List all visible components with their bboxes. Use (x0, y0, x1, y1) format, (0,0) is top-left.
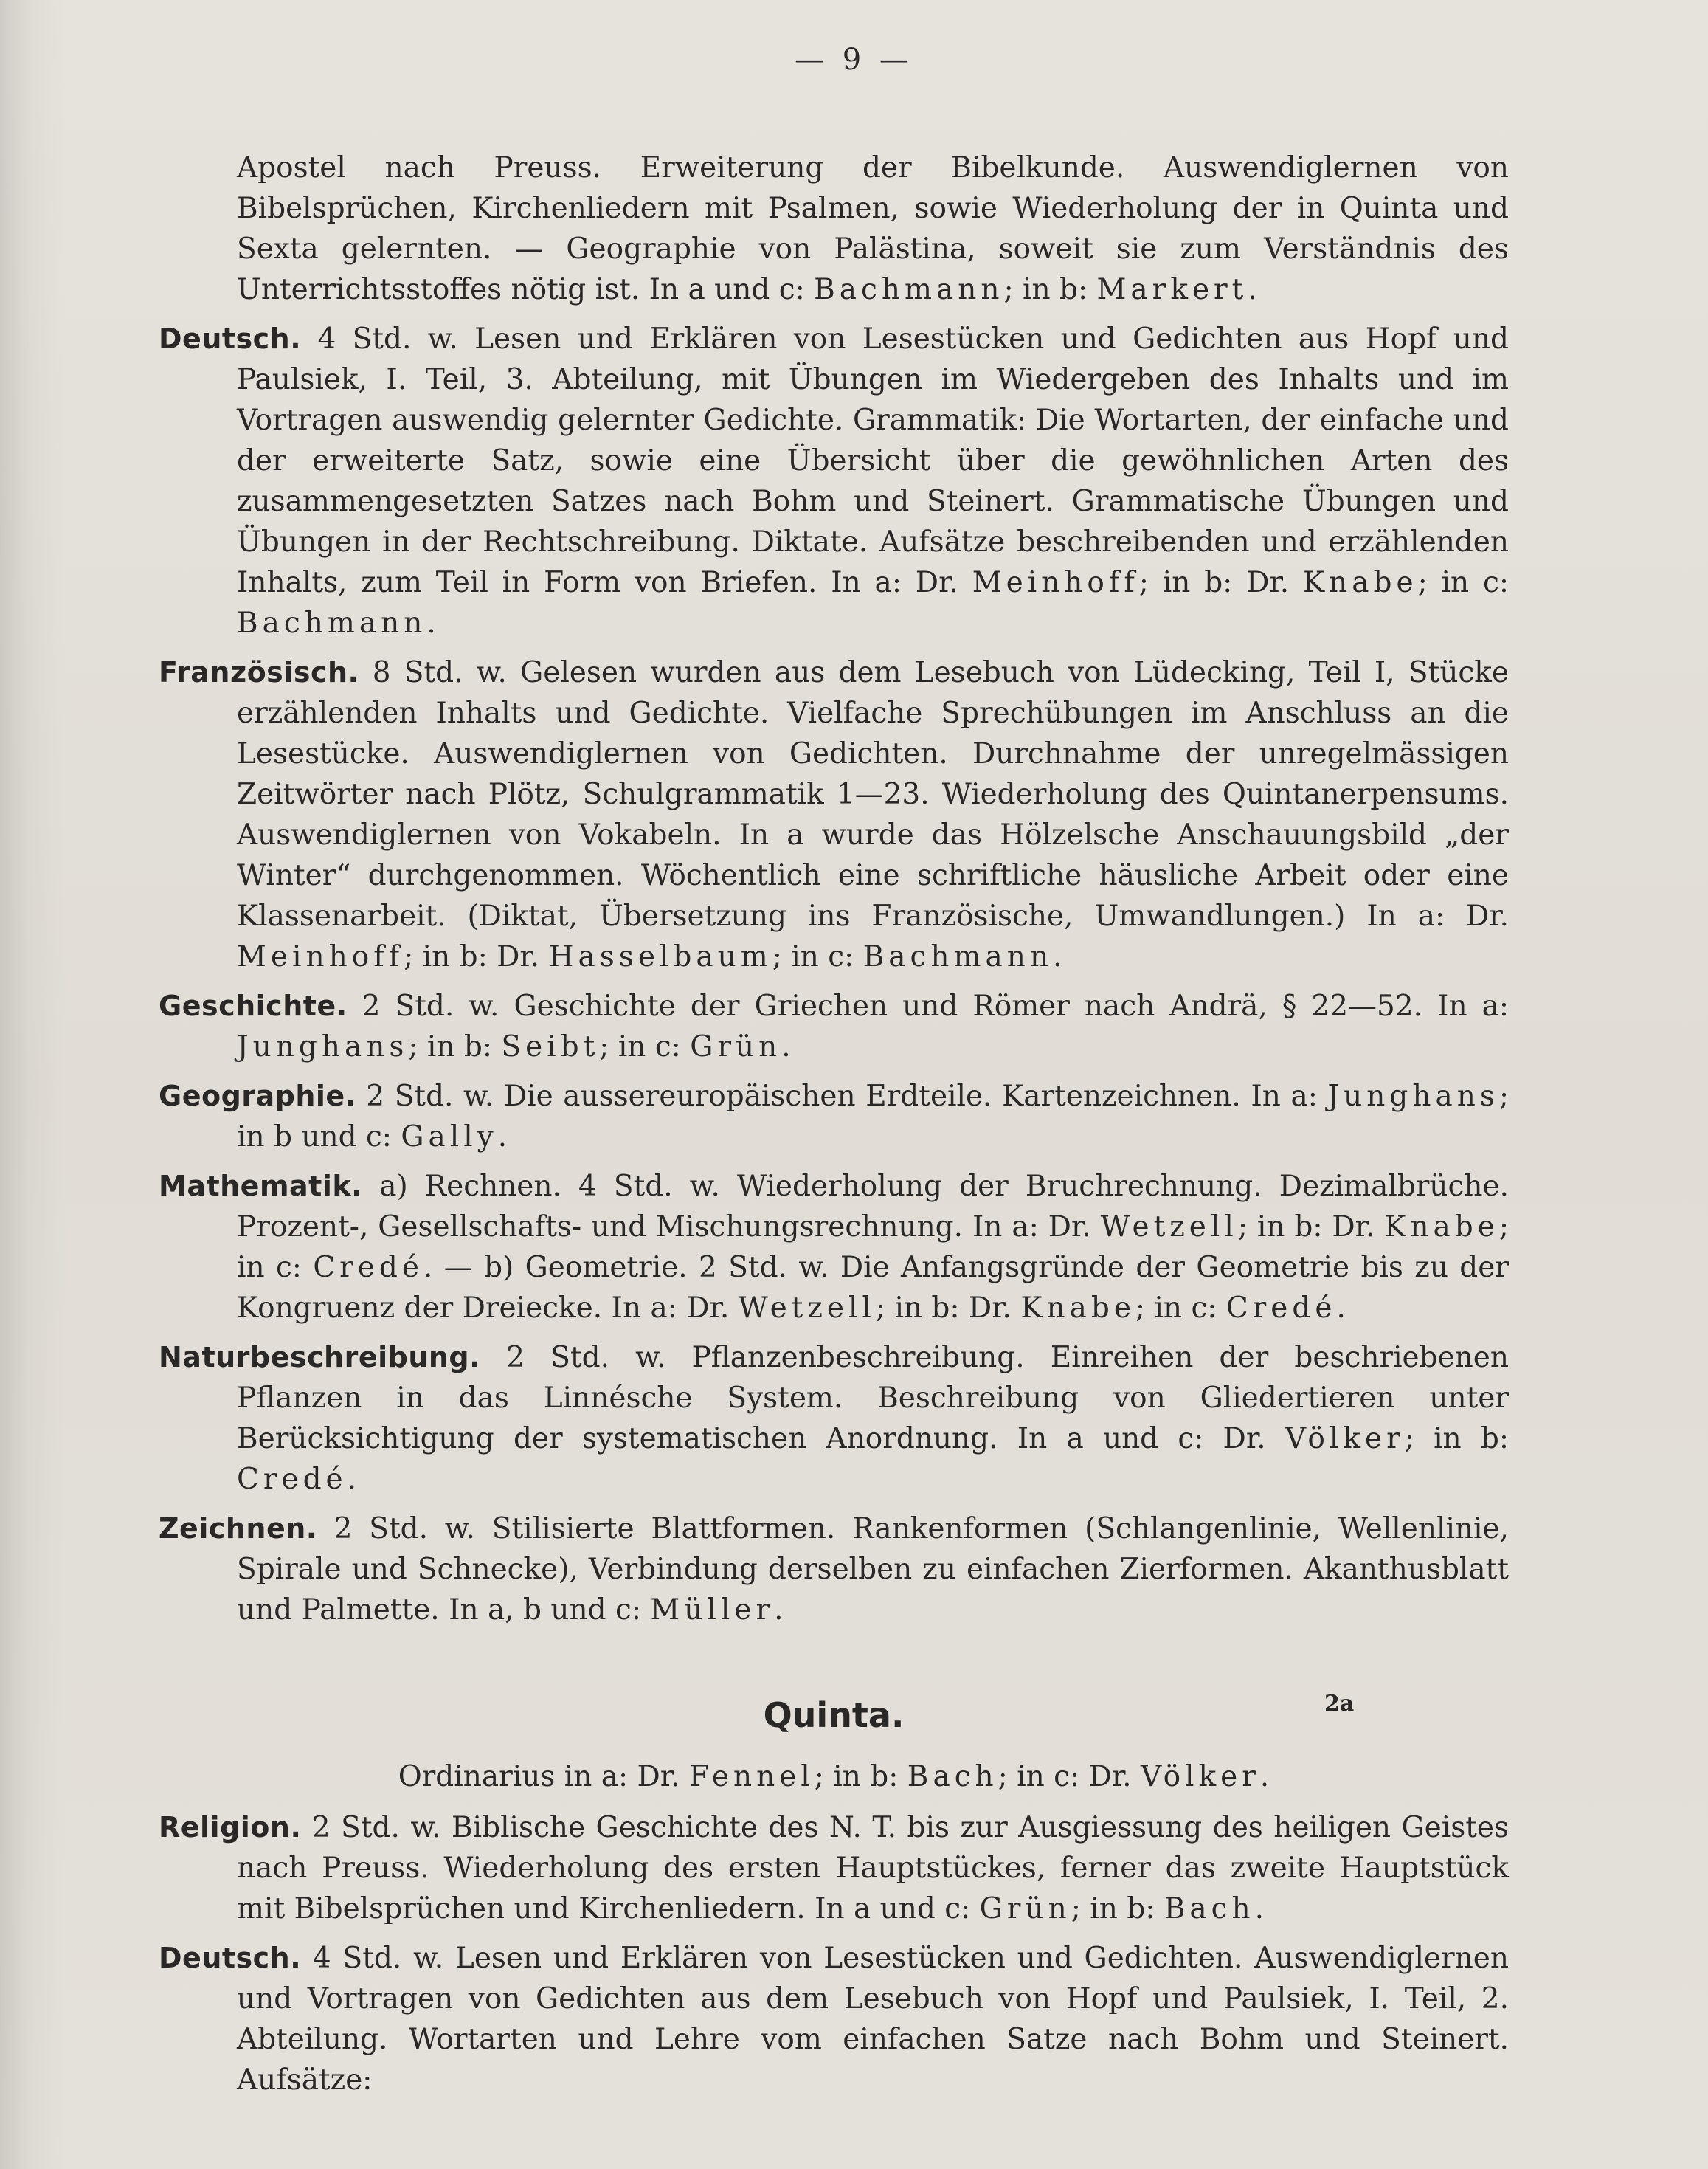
paragraph-quinta-religion (159, 1807, 1509, 1929)
paragraph-franzoesisch (159, 652, 1509, 977)
paragraph-text: . (774, 1593, 784, 1627)
teacher-name: Grün (690, 1030, 782, 1063)
teacher-name: Junghans (1327, 1080, 1499, 1113)
subject-heading: Geographie. (159, 1080, 356, 1112)
subject-heading: Französisch. (159, 656, 359, 689)
paragraph-text: ; in c: (1135, 1292, 1226, 1325)
subject-heading: Geschichte. (159, 990, 348, 1022)
teacher-name: Wetzell (1100, 1210, 1238, 1244)
subject-heading: Zeichnen. (159, 1512, 317, 1545)
paragraph-text: . (426, 607, 436, 640)
teacher-name: Gally (401, 1120, 498, 1154)
teacher-name: Knabe (1384, 1210, 1499, 1244)
teacher-name: Junghans (237, 1030, 409, 1063)
teacher-name: Knabe (1303, 566, 1418, 599)
paragraph-text: ; in b: (1404, 1422, 1509, 1455)
paragraph-naturbeschreibung (159, 1337, 1509, 1500)
paragraph-text: . (781, 1030, 791, 1063)
paragraph-text: ; in c: (599, 1030, 691, 1063)
teacher-name: Müller (650, 1593, 775, 1627)
paragraph-text: ; in b: (1003, 273, 1097, 306)
paragraph-text: 2 Std. w. Pflanzenbeschreibung. Einreihen der beschriebenen Pflanzen in das Linnésche System. Beschreibung von Gliedertieren unter Berücksichtigung der systematischen Anordnung. In a und c: Dr. (237, 1341, 1509, 1455)
signature-mark: 2a (1324, 1691, 1355, 1717)
paragraph-text: ; in b und c: (237, 1080, 1509, 1154)
teacher-name: Credé (237, 1463, 348, 1496)
subject-heading: Deutsch. (159, 323, 302, 355)
page-content (159, 148, 1509, 2109)
paragraph-text: Ordinarius in a: Dr. (398, 1760, 689, 1793)
paragraph-text: . (1336, 1292, 1346, 1325)
paragraph-text: . (497, 1120, 508, 1154)
teacher-name: Credé (1225, 1292, 1337, 1325)
paragraph-text: 2 Std. w. Stilisierte Blattformen. Rankenformen (Schlangenlinie, Wellenlinie, Spirale und Schnecke), Verbindung derselben zu einfachen Zierformen. Akanthusblatt und Palmette. In a, b und c: (237, 1512, 1509, 1627)
paragraph-text: ; in b: (814, 1760, 907, 1793)
paragraph-text: . (347, 1463, 357, 1496)
paragraph-geographie (159, 1076, 1509, 1157)
paragraph-text: ; in c: (1417, 566, 1510, 599)
paragraph-religion-continued (159, 148, 1509, 310)
teacher-name: Markert (1096, 273, 1248, 306)
paragraph-text: ; in c: (237, 1210, 1509, 1284)
page-number: — 9 — (795, 43, 913, 77)
paragraph-text: . (1248, 273, 1257, 306)
paragraph-mathematik (159, 1166, 1509, 1328)
teacher-name: Bachmann (814, 273, 1004, 306)
teacher-name: Meinhoff (972, 566, 1139, 599)
paragraph-text: . — b) Geometrie. 2 Std. w. Die Anfangsgründe der Geometrie bis zu der Kongruenz der Dreiecke. In a: Dr. (237, 1251, 1509, 1325)
paragraph-text: . (1259, 1760, 1270, 1793)
teacher-name: Credé (313, 1251, 423, 1284)
teacher-name: Völker (1140, 1760, 1260, 1793)
teacher-name: Fennel (688, 1760, 815, 1793)
paragraph-text: 8 Std. w. Gelesen wurden aus dem Lesebuch von Lüdecking, Teil I, Stücke erzählenden Inhalts und Gedichte. Vielfache Sprechübungen im Anschluss an die Lesestücke. Auswendiglernen von Gedichten. Durchnahme der unregelmässigen Zeitwörter nach Plötz, Schulgrammatik 1—23. Wiederholung des Quintanerpensums. Auswendiglernen von Vokabeln. In a wurde das Hölzelsche Anschauungsbild „der Winter“ durchgenommen. Wöchentlich eine schriftliche häusliche Arbeit oder eine Klassenarbeit. (Diktat, Übersetzung ins Französische, Umwandlungen.) In a: Dr. (237, 656, 1509, 933)
paragraph-text: ; in b: Dr. (1237, 1210, 1385, 1244)
paragraph-text: 2 Std. w. Die aussereuropäischen Erdteile. Kartenzeichnen. In a: (356, 1080, 1328, 1113)
teacher-name: Hasselbaum (548, 940, 772, 973)
paragraph-text: 4 Std. w. Lesen und Erklären von Lesestücken und Gedichten. Auswendiglernen und Vortragen von Gedichten aus dem Lesebuch von Hopf und Paulsiek, I. Teil, 2. Abteilung. Wortarten und Lehre vom einfachen Satze nach Bohm und Steinert. Aufsätze: (237, 1942, 1509, 2097)
paragraph-text: ; in b: Dr. (875, 1292, 1021, 1325)
paragraph-text: 4 Std. w. Lesen und Erklären von Lesestücken und Gedichten aus Hopf und Paulsiek, I. Teil, 3. Abteilung, mit Übungen im Wiedergeben des Inhalts und im Vortragen auswendig gelernter Gedichte. Grammatik: Die Wortarten, der einfache und der erweiterte Satz, sowie eine Übersicht über die gewöhnlichen Arten des zusammengesetzten Satzes nach Bohm und Steinert. Grammatische Übungen und Übungen in der Rechtschreibung. Diktate. Aufsätze beschreibenden und erzählenden Inhalts, zum Teil in Form von Briefen. In a: Dr. (237, 323, 1509, 599)
paragraph-text: . (1052, 940, 1062, 973)
teacher-name: Bach (907, 1760, 998, 1793)
teacher-name: Seibt (501, 1030, 600, 1063)
teacher-name: Völker (1285, 1422, 1405, 1455)
teacher-name: Bachmann (237, 607, 427, 640)
subject-heading: Deutsch. (159, 1942, 302, 1974)
teacher-name: Meinhoff (237, 940, 404, 973)
subject-heading: Mathematik. (159, 1170, 363, 1202)
subject-heading: Religion. (159, 1811, 302, 1844)
paragraph-text: ; in c: (772, 940, 863, 973)
paragraph-quinta-deutsch (159, 1938, 1509, 2100)
paragraph-text: ; in b: Dr. (1138, 566, 1304, 599)
teacher-name: Wetzell (738, 1292, 876, 1325)
paragraph-text: ; in b: (1071, 1892, 1164, 1925)
paragraph-text: . (1254, 1892, 1265, 1925)
paragraph-text: a) Rechnen. 4 Std. w. Wiederholung der Bruchrechnung. Dezimalbrüche. Prozent-, Gesellschafts- und Mischungsrechnung. In a: Dr. (237, 1170, 1509, 1244)
teacher-name: Knabe (1020, 1292, 1135, 1325)
paragraph-text: Apostel nach Preuss. Erweiterung der Bibelkunde. Auswendiglernen von Bibelsprüchen, Kirchenliedern mit Psalmen, sowie Wiederholung der in Quinta und Sexta gelernten. — Geographie von Palästina, soweit sie zum Verständnis des Unterrichtsstoffes nötig ist. In a und c: (237, 151, 1509, 306)
paragraph-text: ; in b: (408, 1030, 502, 1063)
paragraph-deutsch (159, 319, 1509, 644)
paragraph-geschichte (159, 986, 1509, 1067)
paragraph-text: 2 Std. w. Geschichte der Griechen und Römer nach Andrä, § 22—52. In a: (347, 990, 1509, 1023)
paragraph-text: ; in b: Dr. (404, 940, 549, 973)
paragraph-text: 2 Std. w. Biblische Geschichte des N. T. bis zur Ausgiessung des heiligen Geistes nach Preuss. Wiederholung des ersten Hauptstückes, ferner das zweite Hauptstück mit Bibelsprüchen und Kirchenliedern. In a und c: (237, 1811, 1509, 1925)
teacher-name: Grün (979, 1892, 1071, 1925)
subject-heading: Naturbeschreibung. (159, 1341, 481, 1373)
teacher-name: Bach (1164, 1892, 1255, 1925)
paragraph-zeichnen (159, 1508, 1509, 1630)
paragraph-text: ; in c: Dr. (998, 1760, 1141, 1793)
teacher-name: Bachmann (862, 940, 1053, 973)
section-title: Quinta. (763, 1695, 905, 1735)
ordinarius-line (159, 1756, 1509, 1797)
